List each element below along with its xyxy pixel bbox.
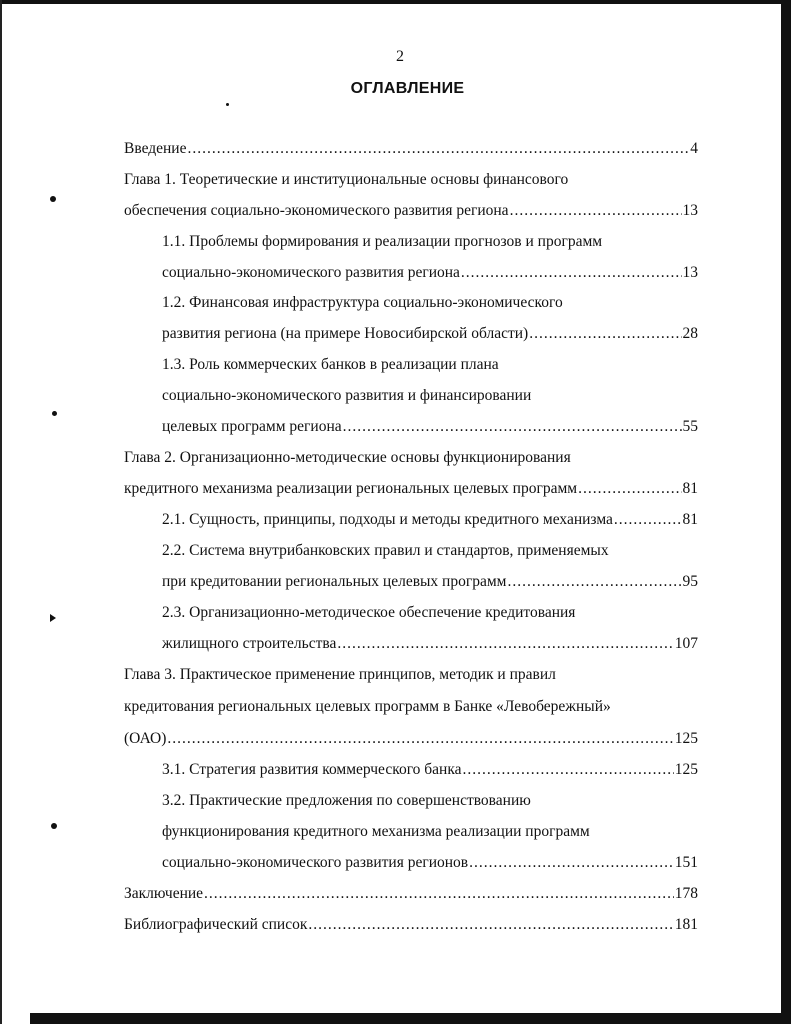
- toc-page-number: 81: [682, 480, 698, 497]
- toc-page-number: 178: [674, 885, 698, 902]
- toc-entry-title: социально-экономического развития региона: [162, 264, 460, 281]
- page-number: 2: [396, 48, 404, 65]
- toc-entry-section-2-3-line[interactable]: 2.3. Организационно-методическое обеспечение кредитования: [162, 604, 576, 621]
- dot-leader: [343, 416, 682, 438]
- dot-leader: [529, 323, 681, 345]
- toc-entry-title: 3.1. Стратегия развития коммерческого банка: [162, 761, 462, 778]
- toc-entry-title: социально-экономического развития регионов: [162, 854, 469, 871]
- toc-page-number: 151: [674, 854, 698, 871]
- toc-page-number: 181: [674, 916, 698, 933]
- toc-entry-chapter-3-line[interactable]: кредитования региональных целевых программ в Банке «Левобережный»: [124, 698, 611, 715]
- dot-leader: [614, 509, 682, 531]
- dot-leader: [187, 138, 689, 160]
- dot-leader: [469, 852, 674, 874]
- toc-entry-title: кредитного механизма реализации региональных целевых программ: [124, 480, 578, 497]
- toc-entry-title: при кредитовании региональных целевых программ: [162, 573, 507, 590]
- toc-entry-title: (ОАО): [124, 730, 167, 747]
- toc-page-number: 55: [682, 418, 698, 435]
- toc-entry-title: Библиографический список: [124, 916, 308, 933]
- toc-entry-section-2-2[interactable]: [162, 571, 698, 593]
- toc-entry-title: развития региона (на примере Новосибирской области): [162, 325, 529, 342]
- toc-page-number: 13: [682, 264, 698, 281]
- toc-entry-conclusion[interactable]: [124, 883, 698, 905]
- toc-entry-section-3-2-line[interactable]: функционирования кредитного механизма реализации программ: [162, 823, 590, 840]
- toc-page-number: 28: [682, 325, 698, 342]
- toc-entry-section-1-3-line[interactable]: социально-экономического развития и финансировании: [162, 387, 532, 404]
- toc-page-number: 4: [690, 140, 698, 157]
- toc-entry-title: жилищного строительства: [162, 635, 337, 652]
- dot-leader: [507, 571, 681, 593]
- toc-entry-section-2-1[interactable]: [162, 509, 698, 531]
- toc-entry-section-1-2-line[interactable]: 1.2. Финансовая инфраструктура социально-экономического: [162, 294, 563, 311]
- toc-page-number: 125: [674, 730, 698, 747]
- toc-page-number: 95: [682, 573, 698, 590]
- toc-entry-section-1-1[interactable]: [162, 262, 698, 284]
- toc-entry-intro[interactable]: [124, 138, 698, 160]
- dot-leader: [578, 478, 681, 500]
- dot-leader: [204, 883, 674, 905]
- toc-entry-section-3-2[interactable]: [162, 852, 698, 874]
- toc-entry-title: обеспечения социально-экономического развития региона: [124, 202, 509, 219]
- toc-entry-title: Заключение: [124, 885, 204, 902]
- dot-leader: [167, 728, 673, 750]
- toc-page-number: 81: [682, 511, 698, 528]
- toc-entry-title: Введение: [124, 140, 187, 157]
- toc-page-number: 107: [674, 635, 698, 652]
- toc-entry-title: целевых программ региона: [162, 418, 342, 435]
- toc-entry-chapter-3-line[interactable]: Глава 3. Практическое применение принципов, методик и правил: [124, 666, 556, 683]
- dot-leader: [510, 200, 682, 222]
- toc-page-number: 13: [682, 202, 698, 219]
- toc-entry-chapter-2[interactable]: [124, 478, 698, 500]
- toc-entry-section-1-3-line[interactable]: 1.3. Роль коммерческих банков в реализации плана: [162, 356, 499, 373]
- dot-leader: [308, 914, 673, 936]
- toc-entry-section-3-1[interactable]: [162, 759, 698, 781]
- toc-entry-section-1-2[interactable]: [162, 323, 698, 345]
- dot-leader: [463, 759, 674, 781]
- toc-entry-title: 2.1. Сущность, принципы, подходы и методы кредитного механизма: [162, 511, 613, 528]
- toc-entry-chapter-2-line[interactable]: Глава 2. Организационно-методические основы функционирования: [124, 449, 571, 466]
- toc-entry-section-2-2-line[interactable]: 2.2. Система внутрибанковских правил и стандартов, применяемых: [162, 542, 609, 559]
- toc-entry-bibliography[interactable]: [124, 914, 698, 936]
- toc-entry-chapter-3[interactable]: [124, 728, 698, 750]
- page-title: ОГЛАВЛЕНИЕ: [350, 80, 465, 97]
- toc-entry-chapter-1[interactable]: [124, 200, 698, 222]
- toc-page-number: 125: [674, 761, 698, 778]
- toc-entry-section-1-1-line[interactable]: 1.1. Проблемы формирования и реализации прогнозов и программ: [162, 233, 603, 250]
- dot-leader: [461, 262, 682, 284]
- dot-leader: [337, 633, 673, 655]
- toc-entry-chapter-1-line[interactable]: Глава 1. Теоретические и институциональные основы финансового: [124, 171, 569, 188]
- toc-entry-section-1-3[interactable]: [162, 416, 698, 438]
- toc-entry-section-2-3[interactable]: [162, 633, 698, 655]
- toc-entry-section-3-2-line[interactable]: 3.2. Практические предложения по совершенствованию: [162, 792, 531, 809]
